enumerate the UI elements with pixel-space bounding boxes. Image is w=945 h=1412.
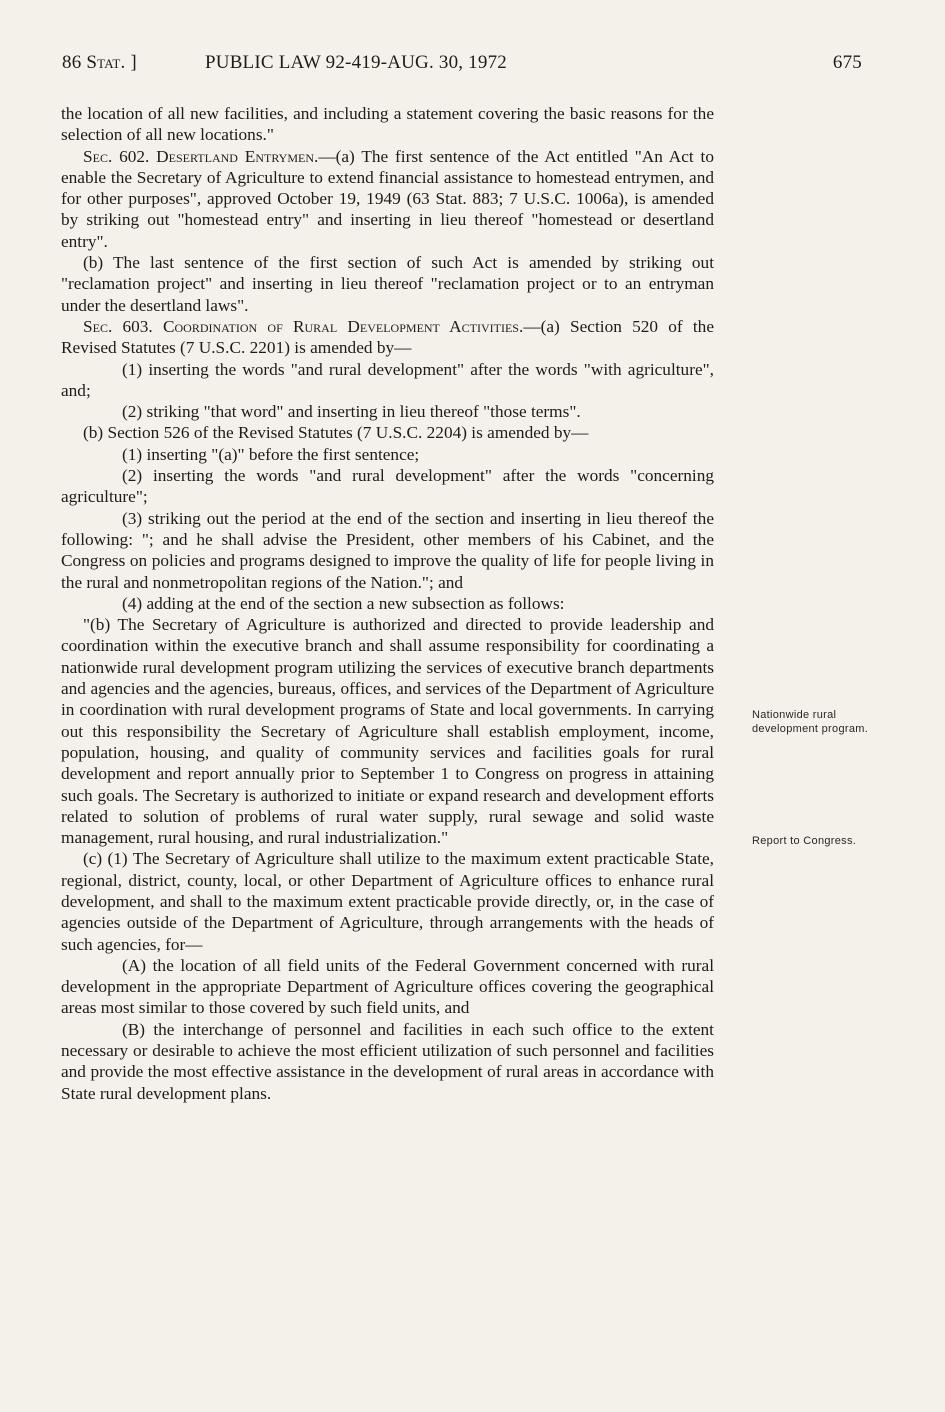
list-item: (2) inserting the words "and rural development" after the words "concerning agriculture";: [61, 466, 714, 507]
list-item: (3) striking out the period at the end of the section and inserting in lieu thereof the following: "; and he shall advise the President, other members of his Cabinet, and the Congress on policies and programs designed to improve the quality of life for people living in the rural and nonmetropolitan regions of the Nation."; and: [61, 508, 714, 592]
list-item: (1) inserting the words "and rural development" after the words "with agriculture", and;: [61, 359, 714, 400]
section-heading: Sec. 603. Coordination of Rural Development Activities.: [83, 316, 524, 336]
section-603-b: (b) Section 526 of the Revised Statutes (7 U.S.C. 2204) is amended by—: [83, 423, 589, 443]
list-item: (A) the location of all field units of the Federal Government concerned with rural development in the appropriate Department of Agriculture offices covering the geographical areas most similar to those covered by such field units, and: [61, 955, 714, 1018]
section-602-b: (b) The last sentence of the first section of such Act is amended by striking out "reclamation project" and inserting in lieu thereof "reclamation project or to an entryman under the desertland laws".: [61, 253, 714, 315]
list-item: (4) adding at the end of the section a new subsection as follows:: [122, 593, 565, 613]
section-text: —(a) Section 520 of the Revised Statutes (7 U.S.C. 2201) is amended by—: [61, 316, 714, 358]
section-603-a: [61, 316, 714, 359]
paragraph: the location of all new facilities, and including a statement covering the basic reasons for the selection of all new locations.": [61, 104, 714, 145]
list-item: (1) inserting "(a)" before the first sentence;: [122, 444, 420, 464]
section-603-c1: (c) (1) The Secretary of Agriculture shall utilize to the maximum extent practicable State, regional, district, county, local, or other Department of Agriculture offices to enhance rural development, and shall to the maximum extent practicable provide directly, or, in the case of agencies outside of the Department of Agriculture, through arrangements with the heads of such agencies, for—: [61, 849, 714, 954]
margin-note-nationwide: Nationwide rural development program.: [752, 709, 869, 735]
running-header: [62, 52, 862, 80]
list-item: (B) the interchange of personnel and facilities in each such office to the extent necessary or desirable to achieve the most efficient utilization of such personnel and facilities and provide the most effective assistance in the development of rural areas in accordance with State rural development plans.: [61, 1019, 714, 1103]
statute-reference: 86 Stat. ]: [62, 52, 137, 73]
section-602-a: [61, 146, 714, 252]
section-text: —(a) The first sentence of the Act entitled "An Act to enable the Secretary of Agriculture to extend financial assistance to homestead entrymen, and for other purposes", approved October 19, 1949 (63 Stat. 883; 7 U.S.C. 1006a), is amended by striking out "homestead entry" and inserting in lieu thereof "homestead or desertland entry".: [61, 146, 714, 251]
quoted-subsection: "(b) The Secretary of Agriculture is authorized and directed to provide leadership and coordination within the executive branch and shall assume responsibility for coordinating a nationwide rural development program utilizing the services of executive branch departments and agencies and the agencies, bureaus, offices, and services of the Department of Agriculture in coordination with rural development programs of State and local governments. In carrying out this responsibility the Secretary of Agriculture shall establish employment, income, population, housing, and quality of community services and facilities goals for rural development and report annually prior to September 1 to Congress on progress in attaining such goals. The Secretary is authorized to initiate or expand research and development efforts related to solution of problems of rural water supply, rural sewage and solid waste management, rural housing, and rural industrialization.": [61, 615, 714, 848]
page-number: 675: [832, 52, 862, 73]
list-item: (2) striking "that word" and inserting in lieu thereof "those terms".: [122, 402, 581, 422]
margin-note-report: Report to Congress.: [752, 835, 857, 847]
law-title: PUBLIC LAW 92-419-AUG. 30, 1972: [205, 52, 507, 73]
section-heading: Sec. 602. Desertland Entrymen.: [83, 146, 319, 166]
body-text: [61, 103, 714, 1104]
